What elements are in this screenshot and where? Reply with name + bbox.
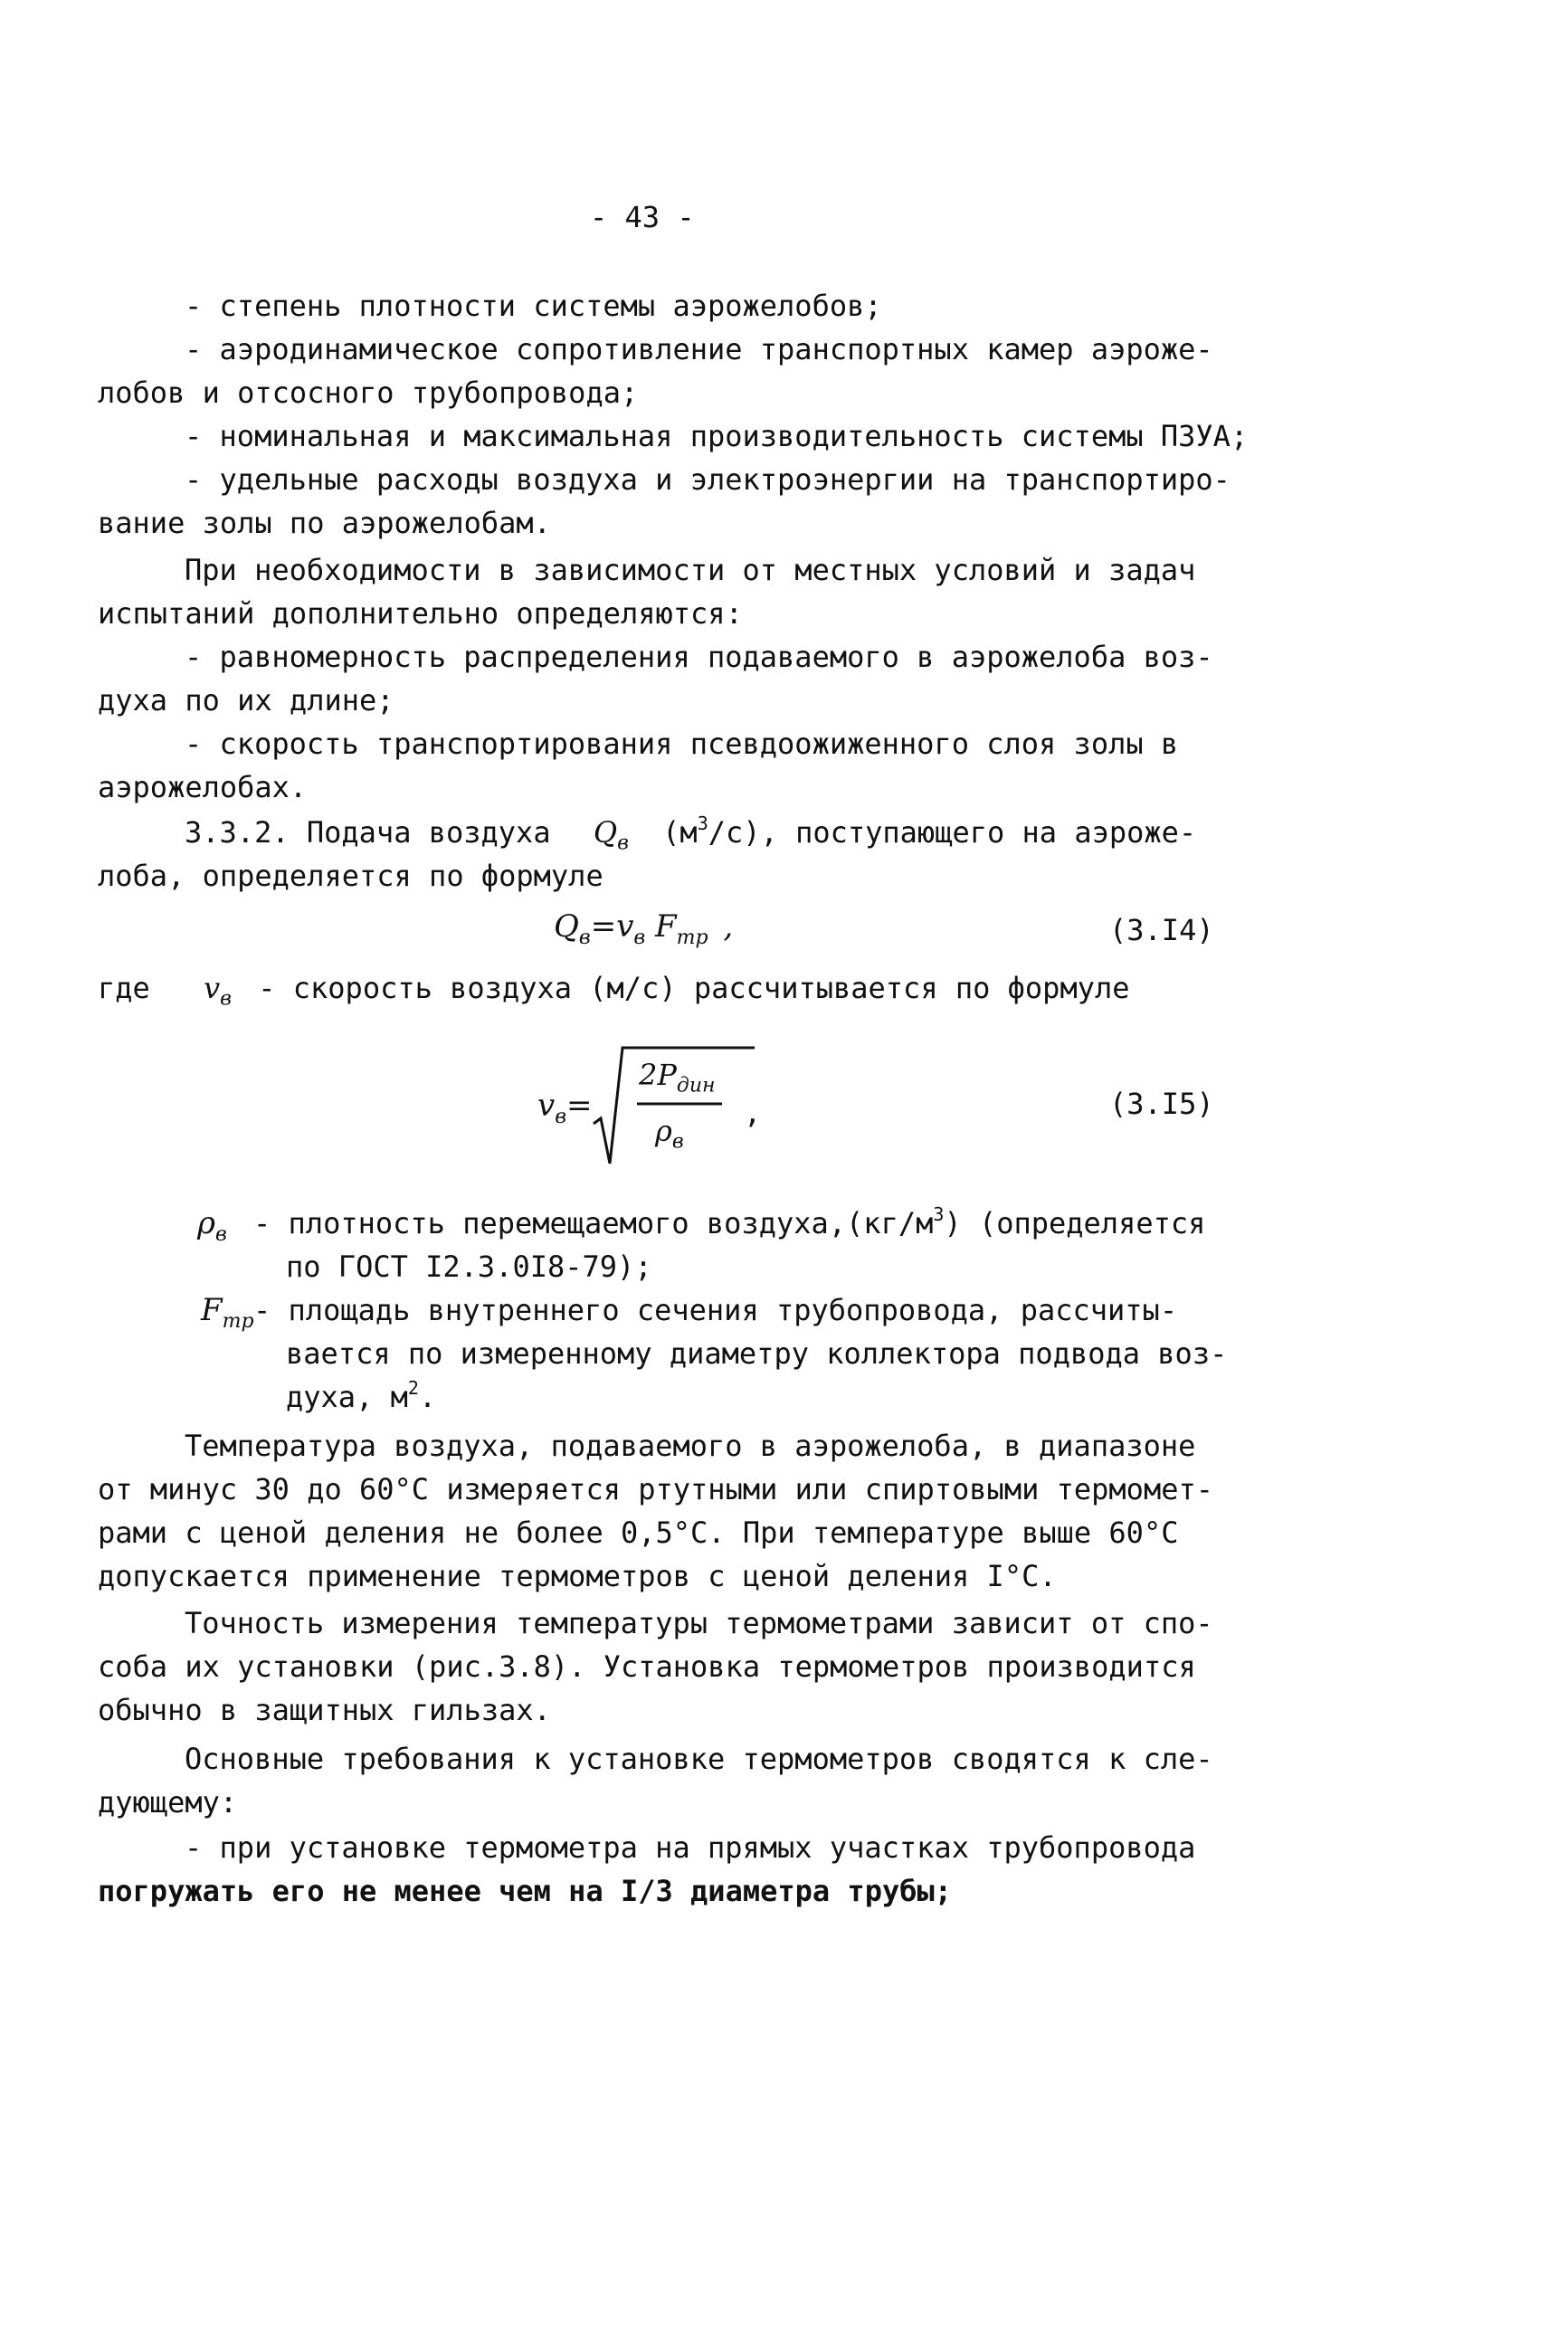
list-item: - равномерность распределения подаваемого в аэрожелоба воз-	[185, 640, 1213, 674]
formula-3-15	[537, 1040, 773, 1167]
paragraph-line: обычно в защитных гильзах.	[98, 1693, 551, 1727]
formula-lhs: $v_в=$	[537, 1088, 593, 1128]
equation-number: (3.I4)	[1109, 913, 1214, 947]
unit-text: $(м^3/с)$, поступающего на аэроже-	[662, 812, 1197, 850]
list-item-continuation: погружать его не менее чем на I/3 диаметра трубы;	[98, 1874, 953, 1908]
formula-3-14: $Q_в=v_в$ $F_{тр}$ ,	[554, 908, 734, 949]
list-item: - степень плотности системы аэрожелобов;	[185, 289, 882, 323]
paragraph-line: Основные требования к установке термометров сводятся к сле-	[185, 1742, 1213, 1776]
def-text: вается по измеренному диаметру коллектора подвода воз-	[286, 1336, 1228, 1371]
paragraph-line: дующему:	[98, 1785, 238, 1820]
paragraph-line: Точность измерения температуры термометрами зависит от спо-	[185, 1606, 1213, 1640]
list-item: - при установке термометра на прямых участках трубопровода	[185, 1830, 1196, 1865]
fraction-numerator: $2P_{дин}$	[639, 1058, 716, 1097]
paragraph-line: лоба, определяется по формуле	[98, 859, 603, 893]
def-text: духа, $м^2$.	[286, 1377, 437, 1414]
formula-tail: ,	[744, 1096, 762, 1130]
section-number-text: 3.3.2. Подача воздуха	[185, 815, 551, 850]
symbol-v: $v_в$	[204, 971, 232, 1011]
where-label: где	[98, 971, 150, 1005]
def-symbol-f: $F_{тр}$	[201, 1292, 254, 1333]
list-item: - удельные расходы воздуха и электроэнергии на транспортиро-	[185, 462, 1231, 497]
fraction-denominator: $\rho_в$	[655, 1114, 684, 1154]
paragraph-line: испытаний дополнительно определяются:	[98, 596, 743, 631]
list-item-continuation: лобов и отсосного трубопровода;	[98, 375, 639, 410]
paragraph-line: от минус 30 до 60°С измеряется ртутными или спиртовыми термомет-	[98, 1472, 1213, 1506]
list-item-continuation: аэрожелобах.	[98, 770, 308, 804]
where-text: - скорость воздуха (м/с) рассчитывается по формуле	[258, 971, 1130, 1005]
section-line	[185, 811, 1196, 854]
page-number: - 43 -	[590, 200, 695, 234]
def-text: - площадь внутреннего сечения трубопровода, рассчиты-	[253, 1293, 1178, 1327]
list-item: - скорость транспортирования псевдоожиженного слоя золы в	[185, 727, 1179, 761]
where-line	[98, 966, 1130, 1010]
def-text: - плотность перемещаемого $воздуха,(кг/м^3)$ (определяется	[253, 1203, 1206, 1240]
def-text: по ГОСТ I2.3.0I8-79);	[286, 1250, 652, 1284]
def-symbol-rho: $\rho_в$	[197, 1205, 227, 1246]
paragraph-line: Температура воздуха, подаваемого в аэрожелоба, в диапазоне	[185, 1429, 1196, 1463]
paragraph-line: При необходимости в зависимости от местных условий и задач	[185, 553, 1196, 587]
symbol-q: $Q_в$	[593, 815, 629, 855]
list-item-continuation: духа по их длине;	[98, 683, 394, 717]
equation-number: (3.I5)	[1109, 1087, 1214, 1121]
list-item-continuation: вание золы по аэрожелобам.	[98, 506, 551, 540]
paragraph-line: соба их установки (рис.3.8). Установка термометров производится	[98, 1649, 1196, 1684]
list-item: - аэродинамическое сопротивление транспортных камер аэроже-	[185, 332, 1213, 366]
list-item: - номинальная и максимальная производительность системы ПЗУА;	[185, 419, 1249, 453]
paragraph-line: допускается применение термометров с ценой деления I°С.	[98, 1559, 1057, 1593]
paragraph-line: рами с ценой деления не более 0,5°С. При температуре выше 60°С	[98, 1516, 1179, 1550]
